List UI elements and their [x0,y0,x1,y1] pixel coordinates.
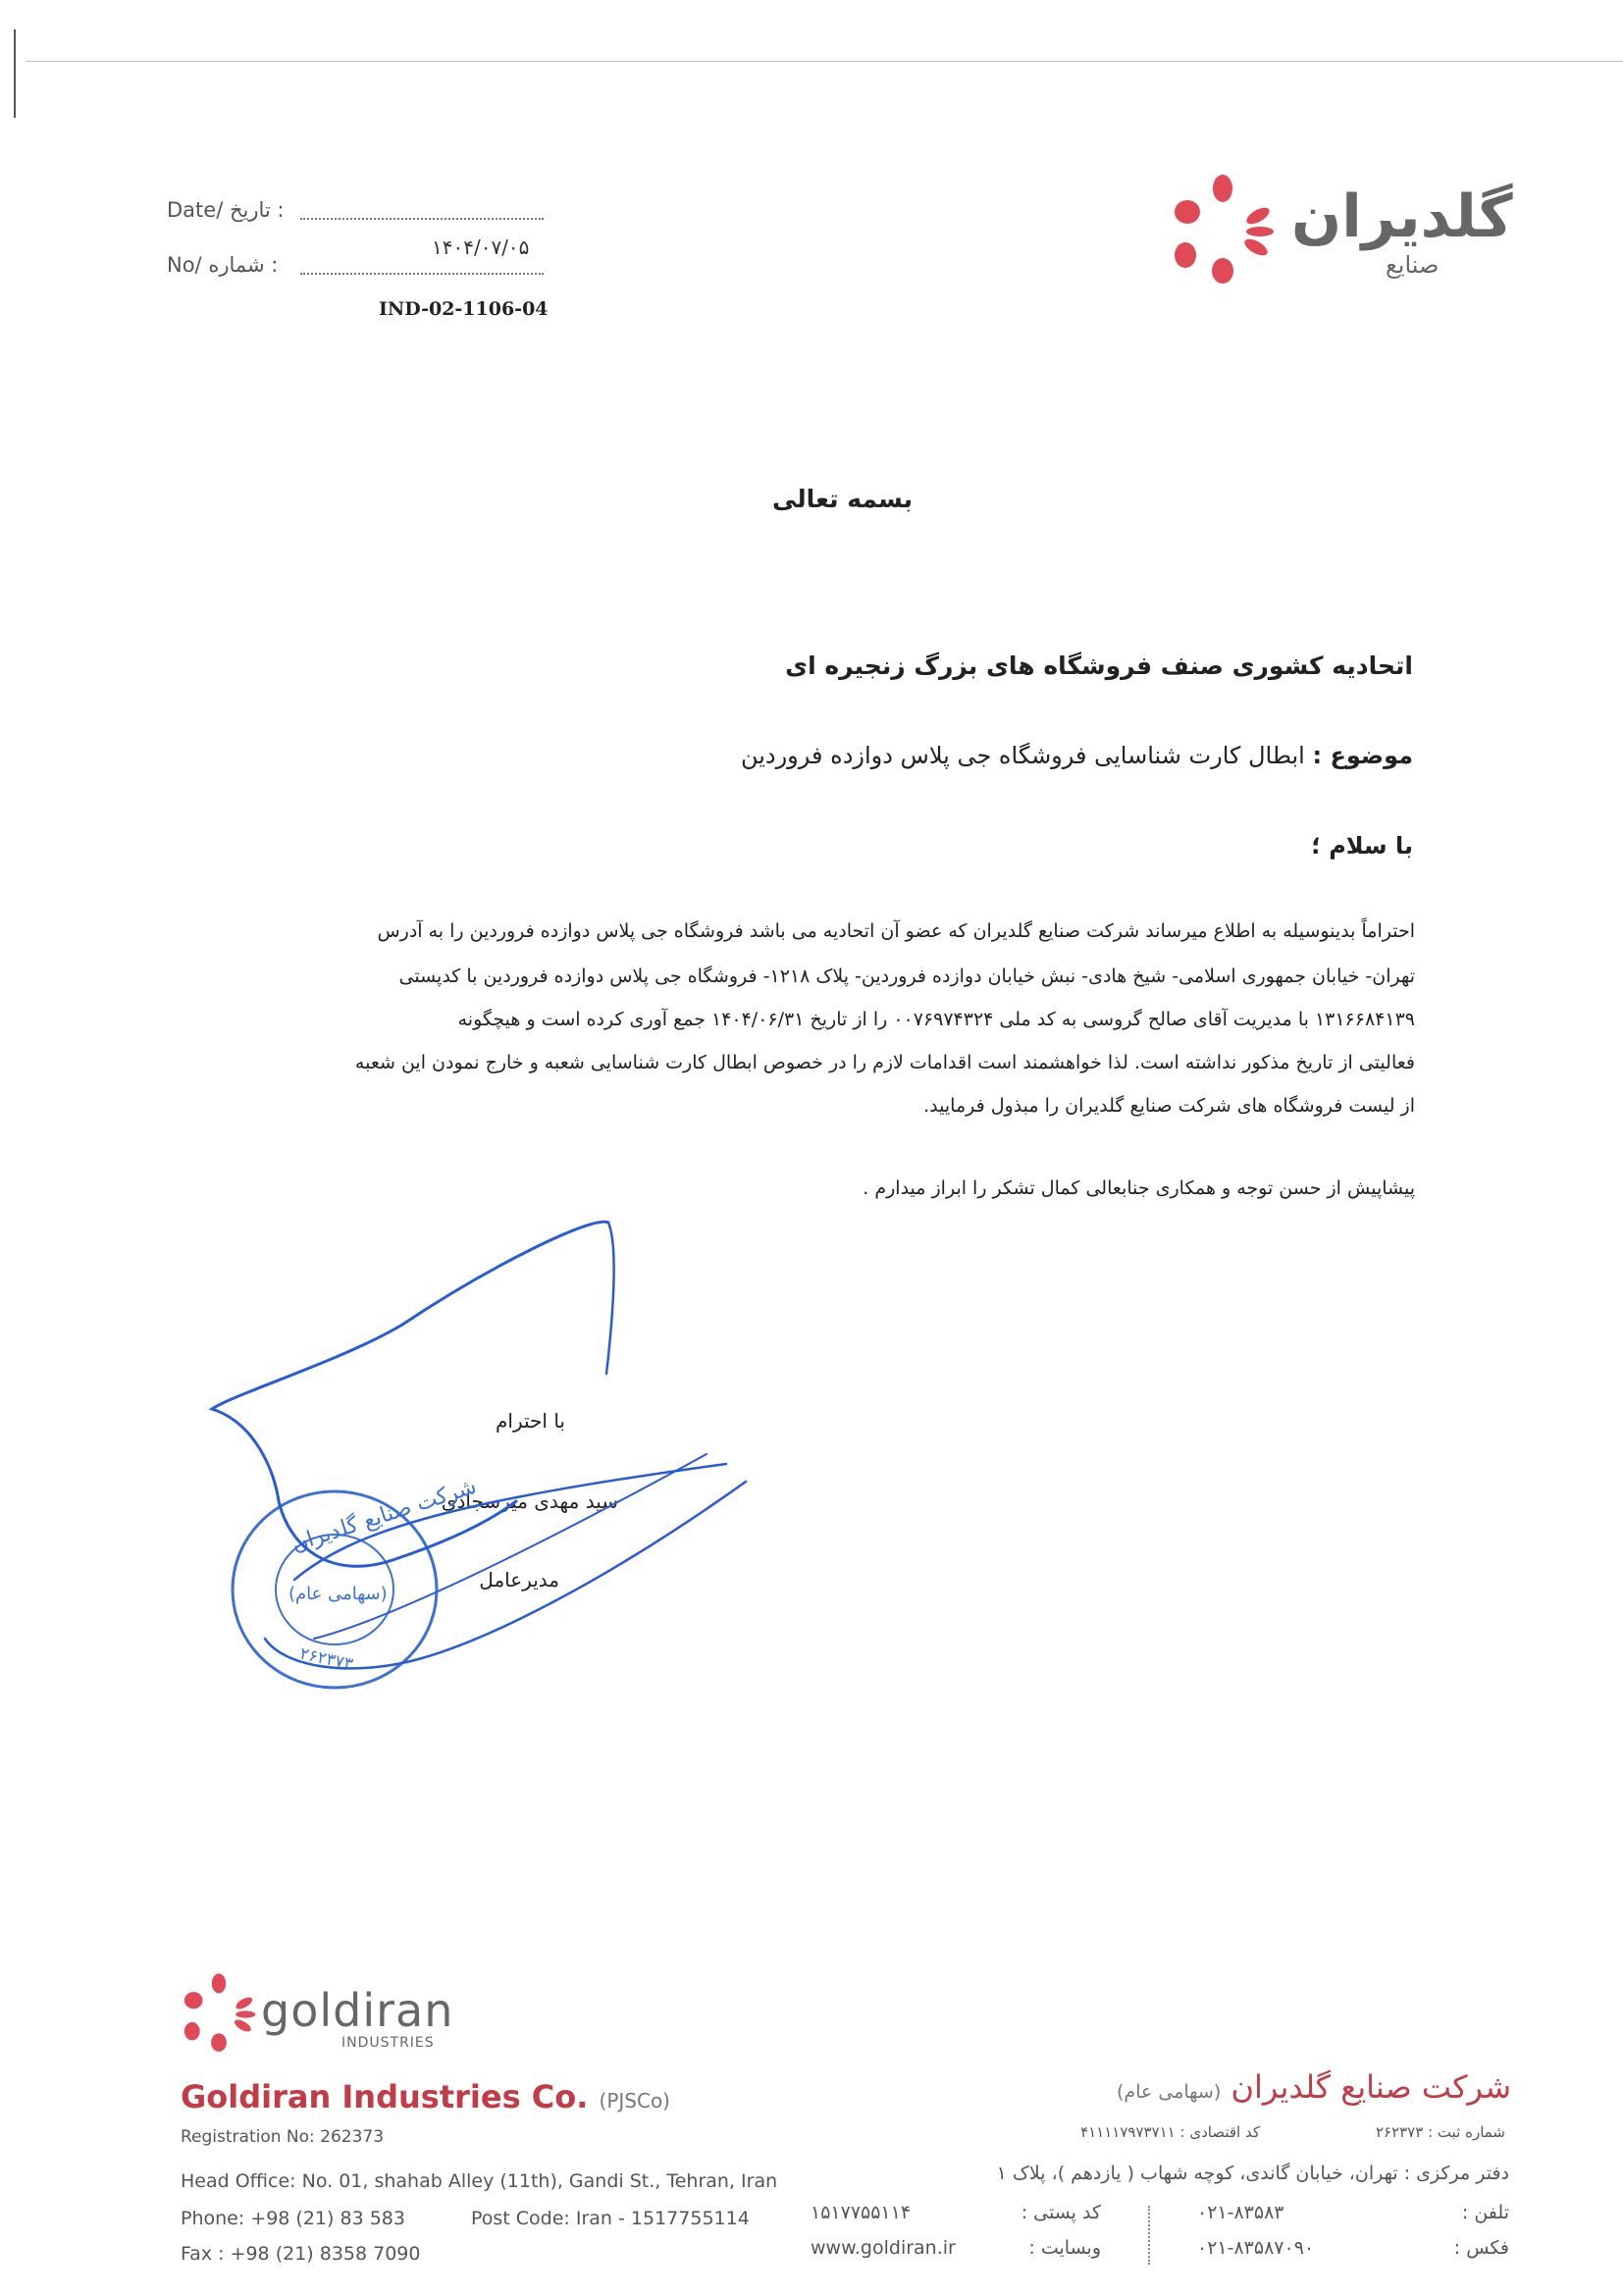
number-label: No/ شماره : [167,253,279,277]
paragraph-line: فعالیتی از تاریخ مذکور نداشته است. لذا خواهشمند است اقدامات لازم را در خصوص ابطال کارت شناسایی شعبه و خارج نمودن این شعبه [354,1052,1415,1073]
signatory-position: مدیرعامل [479,1568,559,1592]
subject-text: ابطال کارت شناسایی فروشگاه جی پلاس دوازده فروردین [740,742,1305,769]
brand-subtitle-fa: صنایع [1386,251,1440,279]
date-dotline [300,218,544,220]
footer-industries-en: INDUSTRIES [341,2035,435,2051]
subject [687,742,1413,769]
paragraph-line: ۱۳۱۶۶۸۴۱۳۹ با مدیریت آقای صالح گروسی به کد ملی ۰۰۷۶۹۷۴۳۲۴ را از تاریخ ۱۴۰۴/۰۶/۳۱ جمع آوری کرده است و هیچگونه [457,1009,1415,1030]
registration-fa: شماره ثبت : ۲۶۲۳۷۳ [1375,2123,1505,2141]
website-label-fa: وبسایت : [1028,2237,1101,2259]
postcode-value-fa: ۱۵۱۷۷۵۵۱۱۴ [811,2202,912,2223]
paragraph-line: تهران- خیابان جمهوری اسلامی- شیخ هادی- نبش خیابان دوازده فروردین- پلاک ۱۲۱۸- فروشگاه جی پلاس دوازده فروردین با کدپستی [398,965,1415,987]
stamp-ring-text: شرکت صنایع گلدیران [288,1474,480,1557]
scan-edge [14,29,16,118]
address-fa: دفتر مرکزی : تهران، خیابان گاندی، کوچه شهاب ( یازدهم )، پلاک ۱ [996,2163,1509,2184]
company-name-en [181,2078,670,2115]
stamp-center-text: (سهامی عام) [288,1584,388,1604]
reference-number: IND-02-1106-04 [379,298,549,320]
fax-en: Fax : +98 (21) 8358 7090 [181,2243,421,2265]
brand-name-fa: گلدیران [1291,183,1513,251]
company-name-fa-text: شرکت صنایع گلدیران [1230,2068,1511,2106]
paragraph-line: از لیست فروشگاه های شرکت صنایع گلدیران را مبذول فرمایید. [923,1095,1415,1117]
letter-title: بسمه تعالی [771,485,913,513]
phone-label-fa: تلفن : [1461,2202,1509,2223]
footer-brand-en: goldiran [261,1984,454,2037]
company-type-en: (PJSCo) [599,2089,670,2113]
flower-logo-icon [1164,173,1282,290]
handwritten-signature-icon [196,1207,746,1756]
top-rule [26,61,1623,62]
paragraph-line: احتراماً بدینوسیله به اطلاع میرساند شرکت صنایع گلدیران که عضو آن اتحادیه می باشد فروشگاه جی پلاس دوازده فروردین را به آدرس [377,920,1415,942]
regards: با احترام [496,1409,565,1433]
number-dotline [300,273,544,275]
fax-value-fa: ۰۲۱-۸۳۵۸۷۰۹۰ [1197,2237,1315,2259]
stamp-number-text: ۲۶۲۳۷۳ [297,1644,355,1675]
date-value: ۱۴۰۴/۰۷/۰۵ [432,235,530,259]
closing-line: پیشاپیش از حسن توجه و همکاری جنابعالی کمال تشکر را ابراز میدارم . [863,1177,1415,1199]
postcode-en: Post Code: Iran - 1517755114 [471,2208,750,2229]
head-office-en: Head Office: No. 01, shahab Alley (11th), Gandi St., Tehran, Iran [181,2170,778,2192]
subject-label: موضوع : [1312,742,1413,769]
company-type-fa: (سهامی عام) [1117,2081,1222,2103]
phone-en: Phone: +98 (21) 83 583 [181,2208,405,2229]
company-name-fa [1011,2068,1511,2106]
fax-label-fa: فکس : [1453,2237,1509,2259]
economic-code-fa: کد اقتصادی : ۴۱۱۱۱۷۹۷۳۷۱۱ [1080,2123,1260,2141]
signatory-name: سید مهدی میرسجادی [441,1489,618,1513]
postcode-label-fa: کد پستی : [1021,2202,1101,2223]
footer-divider [1148,2206,1150,2265]
company-name-en-text: Goldiran Industries Co. [181,2078,589,2115]
website-value: www.goldiran.ir [811,2237,956,2259]
addressee: اتحادیه کشوری صنف فروشگاه های بزرگ زنجیره ای [785,652,1413,680]
greeting: با سلام ؛ [1311,832,1413,860]
date-label: Date/ تاریخ : [167,198,285,222]
registration-en: Registration No: 262373 [181,2127,385,2147]
footer-flower-logo-icon [177,1972,261,2057]
phone-value-fa: ۰۲۱-۸۳۵۸۳ [1197,2202,1284,2223]
